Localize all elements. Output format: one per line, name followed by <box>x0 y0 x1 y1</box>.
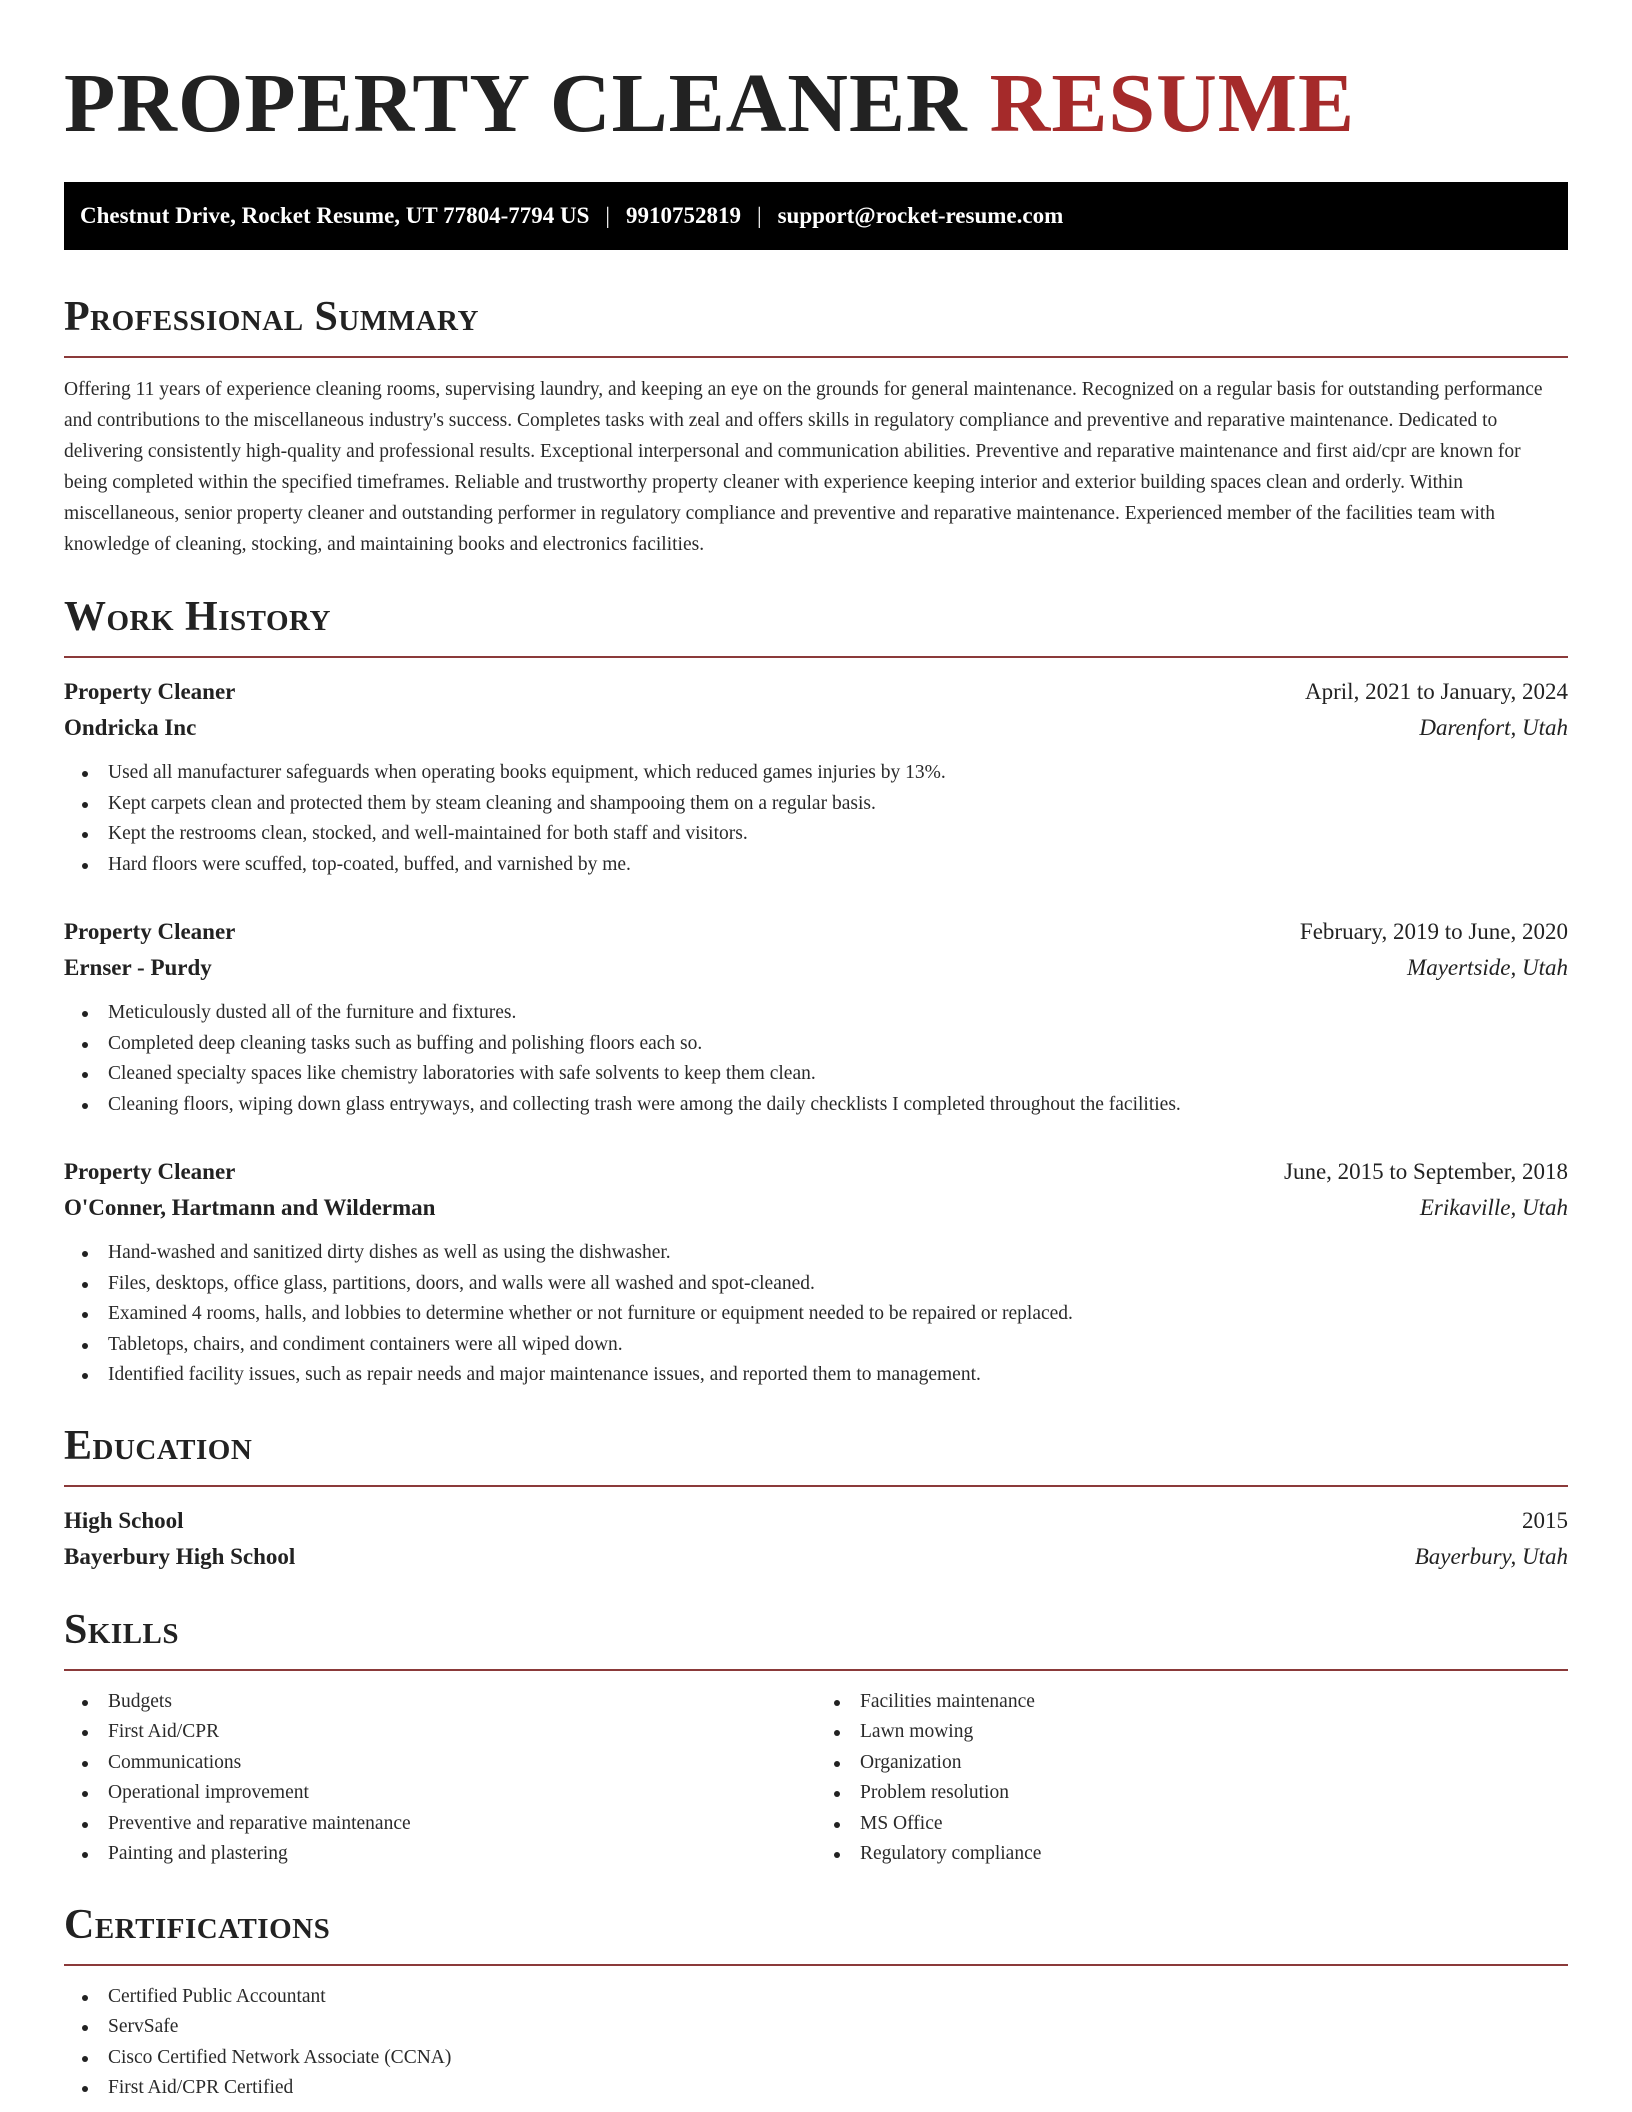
education-degree: High School <box>64 1507 184 1533</box>
list-item: First Aid/CPR <box>108 1717 816 1748</box>
job-location: Mayertside, Utah <box>1407 955 1568 980</box>
list-item: Regulatory compliance <box>860 1839 1568 1870</box>
contact-email: support@rocket-resume.com <box>777 203 1064 228</box>
list-item: Files, desktops, office glass, partitions, doors, and walls were all washed and spot-cleaned. <box>108 1269 1568 1300</box>
resume-title <box>64 50 1568 158</box>
skills-list-right <box>816 1687 1568 1870</box>
education-location: Bayerbury, Utah <box>1414 1543 1568 1569</box>
list-item: Hand-washed and sanitized dirty dishes as well as using the dishwasher. <box>108 1238 1568 1269</box>
job-duties-list <box>64 758 1568 880</box>
job-company-row <box>64 1190 1568 1226</box>
job-company-row <box>64 710 1568 746</box>
education-section <box>64 1419 1568 1575</box>
list-item: Hard floors were scuffed, top-coated, buffed, and varnished by me. <box>108 850 1568 881</box>
job-company-row <box>64 950 1568 986</box>
contact-address: Chestnut Drive, Rocket Resume, UT 77804-7794 US <box>80 203 590 228</box>
job-header-row <box>64 674 1568 710</box>
list-item: Kept carpets clean and protected them by steam cleaning and shampooing them on a regular basis. <box>108 789 1568 820</box>
list-item: Completed deep cleaning tasks such as buffing and polishing floors each so. <box>108 1029 1568 1060</box>
job-entry <box>64 914 1568 1120</box>
certifications-section <box>64 1898 1568 2104</box>
job-company: Ernser - Purdy <box>64 955 212 980</box>
job-duties-list <box>64 998 1568 1120</box>
education-heading: Education <box>64 1422 253 1469</box>
list-item: Cleaned specialty spaces like chemistry laboratories with safe solvents to keep them clean. <box>108 1059 1568 1090</box>
list-item: Cisco Certified Network Associate (CCNA) <box>108 2043 1568 2074</box>
job-title: Property Cleaner <box>64 679 236 704</box>
list-item: MS Office <box>860 1809 1568 1840</box>
list-item: ServSafe <box>108 2012 1568 2043</box>
skills-section <box>64 1603 1568 1870</box>
title-main: PROPERTY CLEANER <box>64 57 968 150</box>
job-company: Ondricka Inc <box>64 715 197 740</box>
list-item: Problem resolution <box>860 1778 1568 1809</box>
list-item: Meticulously dusted all of the furniture and fixtures. <box>108 998 1568 1029</box>
list-item: Facilities maintenance <box>860 1687 1568 1718</box>
list-item: Operational improvement <box>108 1778 816 1809</box>
contact-separator: | <box>605 203 610 228</box>
list-item: Lawn mowing <box>860 1717 1568 1748</box>
list-item: Certified Public Accountant <box>108 1982 1568 2013</box>
job-title: Property Cleaner <box>64 919 236 944</box>
job-dates: April, 2021 to January, 2024 <box>1305 679 1568 704</box>
job-header-row <box>64 914 1568 950</box>
list-item: Painting and plastering <box>108 1839 816 1870</box>
skills-heading: Skills <box>64 1606 180 1653</box>
education-school-row <box>64 1539 1568 1575</box>
certifications-heading: Certifications <box>64 1901 331 1948</box>
job-dates: February, 2019 to June, 2020 <box>1299 919 1568 944</box>
job-entry <box>64 674 1568 880</box>
certifications-list <box>64 1982 1568 2104</box>
work-history-heading: Work History <box>64 594 331 640</box>
education-year: 2015 <box>1522 1507 1568 1533</box>
work-history-section <box>64 590 1568 1391</box>
job-title: Property Cleaner <box>64 1159 236 1184</box>
section-divider <box>64 656 1568 658</box>
list-item: Organization <box>860 1748 1568 1779</box>
list-item: Kept the restrooms clean, stocked, and well-maintained for both staff and visitors. <box>108 819 1568 850</box>
job-location: Darenfort, Utah <box>1419 715 1568 740</box>
list-item: First Aid/CPR Certified <box>108 2073 1568 2104</box>
list-item: Cleaning floors, wiping down glass entryways, and collecting trash were among the daily checklists I completed throughout the facilities. <box>108 1090 1568 1121</box>
list-item: Used all manufacturer safeguards when operating books equipment, which reduced games injuries by 13%. <box>108 758 1568 789</box>
skills-list-left <box>64 1687 816 1870</box>
summary-text: Offering 11 years of experience cleaning rooms, supervising laundry, and keeping an eye on the grounds for general maintenance. Recognized on a regular basis for outstanding performance and contributions to the miscellaneous industry's success. Completes tasks with zeal and offers skills in regulatory compliance and preventive and reparative maintenance. Dedicated to delivering consistently high-quality and professional results. Exceptional interpersonal and communication abilities. Preventive and reparative maintenance and first aid/cpr are known for being completed within the specified timeframes. Reliable and trustworthy property cleaner with experience keeping interior and exterior building spaces clean and orderly. Within miscellaneous, senior property cleaner and outstanding performer in regulatory compliance and preventive and reparative maintenance. Experienced member of the facilities team with knowledge of cleaning, stocking, and maintaining books and electronics facilities. <box>64 379 1543 555</box>
job-company: O'Conner, Hartmann and Wilderman <box>64 1195 436 1220</box>
list-item: Identified facility issues, such as repair needs and major maintenance issues, and reported them to management. <box>108 1360 1568 1391</box>
list-item: Examined 4 rooms, halls, and lobbies to determine whether or not furniture or equipment needed to be repaired or replaced. <box>108 1299 1568 1330</box>
list-item: Tabletops, chairs, and condiment containers were all wiped down. <box>108 1330 1568 1361</box>
contact-bar <box>64 182 1568 250</box>
contact-phone: 9910752819 <box>626 203 741 228</box>
title-accent: RESUME <box>989 57 1356 150</box>
section-divider <box>64 1485 1568 1487</box>
section-divider <box>64 356 1568 358</box>
summary-heading: Professional Summary <box>64 294 479 340</box>
job-entry <box>64 1154 1568 1391</box>
section-divider <box>64 1669 1568 1671</box>
skills-grid <box>64 1687 1568 1870</box>
job-duties-list <box>64 1238 1568 1391</box>
list-item: Budgets <box>108 1687 816 1718</box>
job-header-row <box>64 1154 1568 1190</box>
section-divider <box>64 1964 1568 1966</box>
summary-section <box>64 290 1568 560</box>
contact-separator: | <box>757 203 762 228</box>
list-item: Preventive and reparative maintenance <box>108 1809 816 1840</box>
job-dates: June, 2015 to September, 2018 <box>1284 1159 1568 1184</box>
education-school: Bayerbury High School <box>64 1543 296 1569</box>
list-item: Communications <box>108 1748 816 1779</box>
job-location: Erikaville, Utah <box>1419 1195 1568 1220</box>
education-degree-row <box>64 1503 1568 1539</box>
